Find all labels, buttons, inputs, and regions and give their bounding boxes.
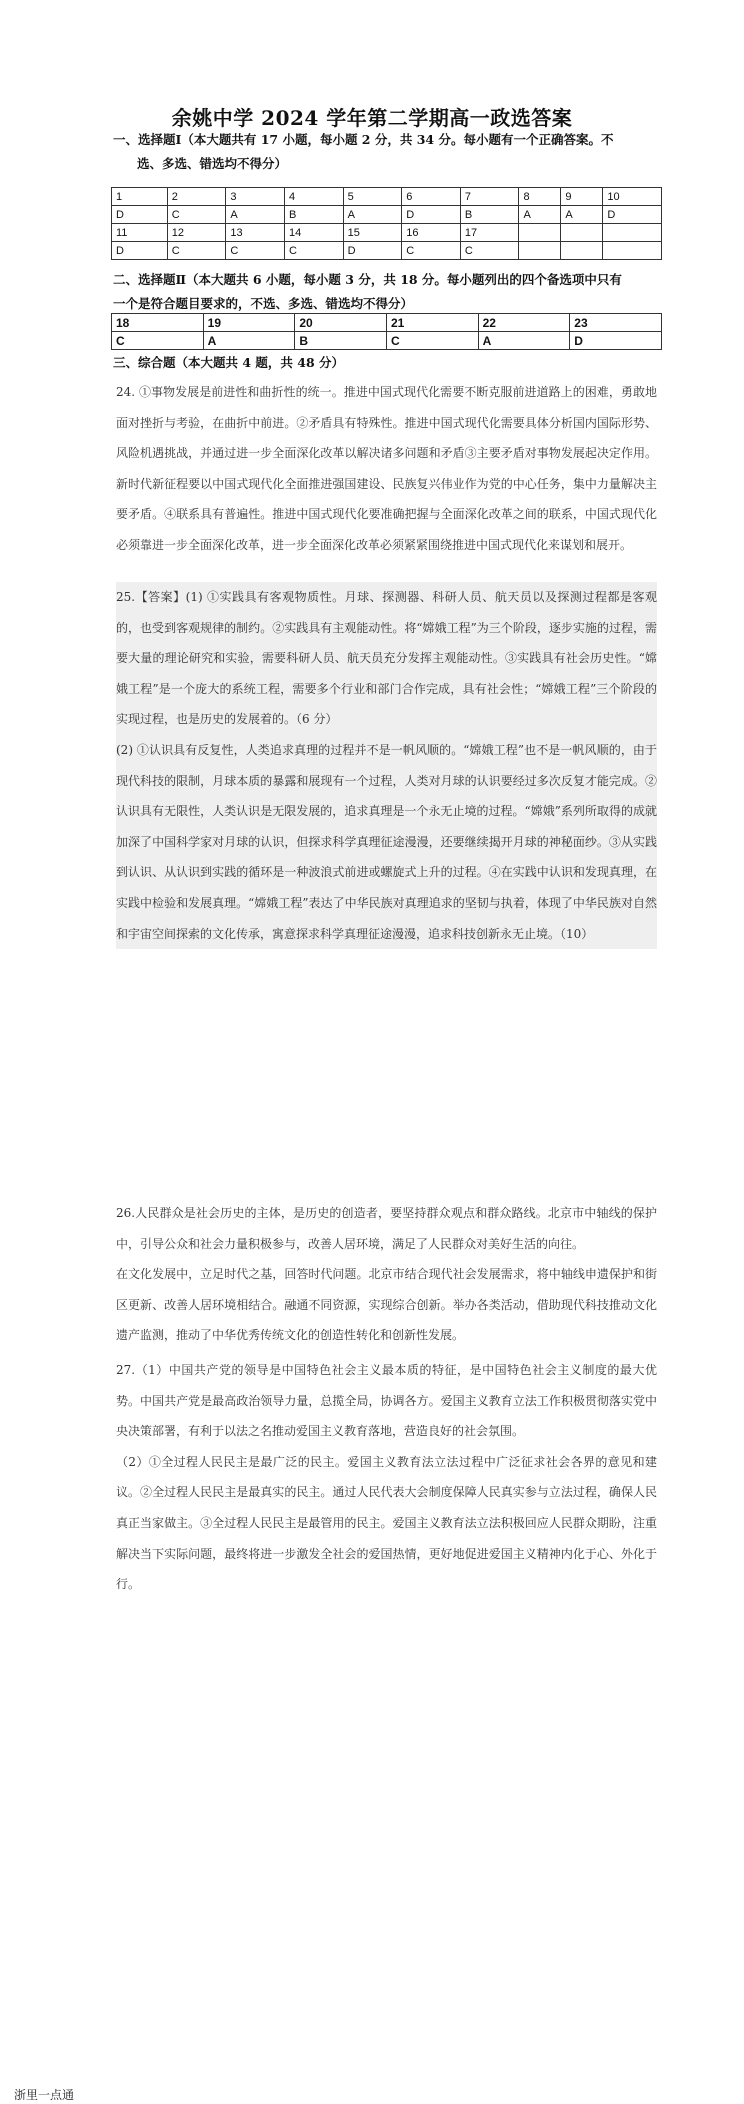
section2-cell: D [570, 332, 662, 350]
section1-cell: 14 [285, 224, 344, 242]
section1-cell: 6 [402, 188, 461, 206]
q27-answer [116, 1355, 657, 1600]
section1-cell: B [460, 206, 519, 224]
section1-cell: 8 [519, 188, 561, 206]
section1-cell: C [226, 242, 285, 260]
section2-answer-table [111, 313, 662, 350]
section2-cell: 19 [203, 314, 295, 332]
footer-watermark: 浙里一点通 [14, 2088, 75, 2102]
section1-cell: D [112, 206, 168, 224]
section1-cell: 10 [603, 188, 662, 206]
section1-cell: B [285, 206, 344, 224]
q27-part2: （2）①全过程人民民主是最广泛的民主。爱国主义教育法立法过程中广泛征求社会各界的意见和建议。②全过程人民民主是最真实的民主。通过人民代表大会制度保障人民真实参与立法过程，确保人民真正当家做主。③全过程人民民主是最管用的民主。爱国主义教育法立法积极回应人民群众期盼，注重解决当下实际问题，最终将进一步激发全社会的爱国热情，更好地促进爱国主义精神内化于心、外化于行。 [116, 1454, 657, 1592]
section1-cell: 3 [226, 188, 285, 206]
section2-cell: 23 [570, 314, 662, 332]
section2-row [112, 332, 662, 350]
section1-row [112, 242, 662, 260]
section1-cell [603, 242, 662, 260]
section1-cell [603, 224, 662, 242]
section1-cell [519, 224, 561, 242]
section1-cell: 13 [226, 224, 285, 242]
section2-cell: 20 [295, 314, 387, 332]
section1-cell: 17 [460, 224, 519, 242]
section2-heading [113, 268, 658, 316]
section1-cell: 2 [167, 188, 226, 206]
section1-cell: C [285, 242, 344, 260]
section1-cell: A [226, 206, 285, 224]
section1-answer-table [111, 187, 662, 260]
q25-answer [116, 582, 657, 949]
q26-part2: 在文化发展中，立足时代之基，回答时代问题。北京市结合现代社会发展需求，将中轴线申遗保护和街区更新、改善人居环境相结合。融通不同资源，实现综合创新。举办各类活动，借助现代科技推动文化遗产监测，推动了中华优秀传统文化的创造性转化和创新性发展。 [116, 1267, 657, 1343]
q27-part1: 27.（1）中国共产党的领导是中国特色社会主义最本质的特征，是中国特色社会主义制度的最大优势。中国共产党是最高政治领导力量，总揽全局，协调各方。爱国主义教育立法工作积极贯彻落实党中央决策部署，有利于以法之名推动爱国主义教育落地，营造良好的社会氛围。 [116, 1363, 657, 1439]
section1-row [112, 206, 662, 224]
section2-cell: A [478, 332, 570, 350]
section2-heading-line2: 一个是符合题目要求的，不选、多选、错选均不得分） [113, 296, 414, 311]
section1-cell: 4 [285, 188, 344, 206]
section1-heading-line2: 选、多选、错选均不得分） [137, 156, 288, 171]
section1-cell: 7 [460, 188, 519, 206]
section1-cell: D [343, 242, 402, 260]
section1-cell: 11 [112, 224, 168, 242]
section2-heading-line1: 二、选择题Ⅱ（本大题共 6 小题，每小题 3 分，共 18 分。每小题列出的四个备选项中只有 [113, 272, 622, 287]
section1-row [112, 188, 662, 206]
section1-row [112, 224, 662, 242]
section1-cell: C [460, 242, 519, 260]
section3-heading: 三、综合题（本大题共 4 题，共 48 分） [113, 355, 345, 370]
section1-cell: C [402, 242, 461, 260]
section2-cell: C [112, 332, 204, 350]
section1-cell: 5 [343, 188, 402, 206]
section1-heading [113, 128, 658, 176]
section1-cell: A [343, 206, 402, 224]
q24-text: 24. ①事物发展是前进性和曲折性的统一。推进中国式现代化需要不断克服前进道路上的困难，勇敢地面对挫折与考验，在曲折中前进。②矛盾具有特殊性。推进中国式现代化需要具体分析国内国际形势、风险机遇挑战，并通过进一步全面深化改革以解决诸多问题和矛盾③主要矛盾对事物发展起决定作用。新时代新征程要以中国式现代化全面推进强国建设、民族复兴伟业作为党的中心任务，集中力量解决主要矛盾。④联系具有普遍性。推进中国式现代化要准确把握与全面深化改革之间的联系，中国式现代化必须靠进一步全面深化改革，进一步全面深化改革必须紧紧围绕推进中国式现代化来谋划和展开。 [116, 385, 657, 552]
section2-cell: B [295, 332, 387, 350]
section2-cell: 22 [478, 314, 570, 332]
section1-cell: D [402, 206, 461, 224]
page-title: 余姚中学 2024 学年第二学期高一政选答案 [171, 106, 573, 130]
section2-cell: 18 [112, 314, 204, 332]
q26-part1: 26.人民群众是社会历史的主体，是历史的创造者，要坚持群众观点和群众路线。北京市中轴线的保护中，引导公众和社会力量积极参与，改善人居环境，满足了人民群众对美好生活的向往。 [116, 1206, 657, 1251]
section2-row [112, 314, 662, 332]
section2-cell: C [386, 332, 478, 350]
section1-cell: 1 [112, 188, 168, 206]
section1-heading-line1: 一、选择题Ⅰ（本大题共有 17 小题，每小题 2 分，共 34 分。每小题有一个正确答案。不 [113, 132, 614, 147]
section1-cell [519, 242, 561, 260]
section1-cell: C [167, 206, 226, 224]
section1-cell: 12 [167, 224, 226, 242]
section1-cell: 16 [402, 224, 461, 242]
q24-answer [116, 377, 657, 561]
section1-cell [561, 224, 603, 242]
section1-cell [561, 242, 603, 260]
q26-answer [116, 1198, 657, 1351]
section1-cell: D [112, 242, 168, 260]
section1-cell: 9 [561, 188, 603, 206]
section1-cell: A [519, 206, 561, 224]
section1-cell: C [167, 242, 226, 260]
section1-cell: 15 [343, 224, 402, 242]
section2-cell: 21 [386, 314, 478, 332]
section2-cell: A [203, 332, 295, 350]
section1-cell: A [561, 206, 603, 224]
q25-part2: (2) ①认识具有反复性，人类追求真理的过程并不是一帆风顺的。“嫦娥工程”也不是一帆风顺的，由于现代科技的限制，月球本质的暴露和展现有一个过程，人类对月球的认识要经过多次反复才能完成。②认识具有无限性，人类认识是无限发展的，追求真理是一个永无止境的过程。“嫦娥”系列所取得的成就加深了中国科学家对月球的认识，但探求科学真理征途漫漫，还要继续揭开月球的神秘面纱。③从实践到认识、从认识到实践的循环是一种波浪式前进或螺旋式上升的过程。④在实践中认识和发现真理，在实践中检验和发展真理。“嫦娥工程”表达了中华民族对真理追求的坚韧与执着，体现了中华民族对自然和宇宙空间探索的文化传承，寓意探求科学真理征途漫漫，追求科技创新永无止境。（10） [116, 742, 657, 941]
q25-part1: 25.【答案】(1) ①实践具有客观物质性。月球、探测器、科研人员、航天员以及探测过程都是客观的，也受到客观规律的制约。②实践具有主观能动性。将“嫦娥工程”为三个阶段，逐步实施的过程，需要大量的理论研究和实验，需要科研人员、航天员充分发挥主观能动性。③实践具有社会历史性。“嫦娥工程”是一个庞大的系统工程，需要多个行业和部门合作完成，具有社会性；“嫦娥工程”三个阶段的实现过程，也是历史的发展着的。（6 分） [116, 590, 657, 727]
section1-cell: D [603, 206, 662, 224]
